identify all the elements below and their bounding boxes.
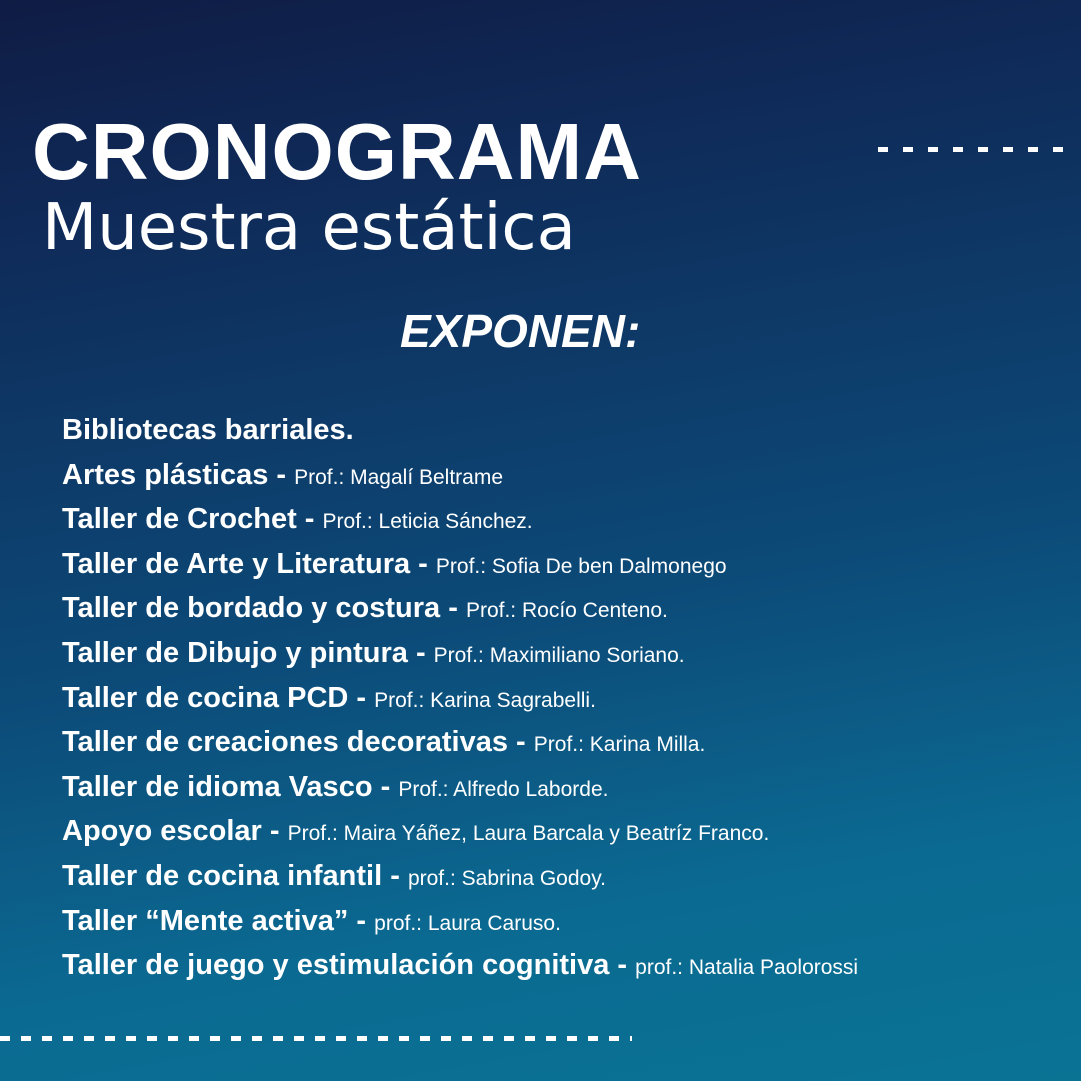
separator: -	[296, 503, 323, 536]
separator: -	[507, 726, 534, 759]
list-item	[62, 586, 858, 631]
professor-name: prof.: Sabrina Godoy.	[407, 866, 606, 890]
list-item	[62, 631, 858, 676]
exhibitor-list	[62, 408, 858, 988]
professor-name: prof.: Natalia Paolorossi	[635, 956, 859, 980]
workshop-name: Taller de Crochet	[62, 503, 297, 536]
list-item	[62, 542, 858, 587]
dashed-divider-bottom	[0, 1036, 632, 1041]
page-title: CRONOGRAMA	[32, 107, 642, 196]
list-item	[62, 943, 858, 988]
professor-name: Prof.: Leticia Sánchez.	[322, 510, 533, 534]
separator: -	[609, 949, 636, 982]
workshop-name: Bibliotecas barriales.	[62, 414, 354, 446]
professor-name: Prof.: Maximiliano Soriano.	[433, 643, 685, 667]
workshop-name: Taller de juego y estimulación cognitiva	[62, 949, 610, 982]
separator: -	[348, 681, 375, 714]
list-item	[62, 497, 858, 542]
workshop-name: Taller de idioma Vasco	[62, 770, 373, 803]
professor-name: Prof.: Magalí Beltrame	[294, 465, 504, 489]
list-item	[62, 720, 858, 765]
separator: -	[348, 904, 375, 937]
list-item	[62, 408, 858, 453]
workshop-name: Taller de creaciones decorativas	[62, 726, 508, 759]
list-item	[62, 854, 858, 899]
separator: -	[410, 547, 436, 580]
separator: -	[268, 458, 295, 491]
workshop-name: Taller de Arte y Literatura	[62, 547, 411, 580]
separator: -	[372, 770, 399, 803]
separator: -	[261, 815, 288, 848]
workshop-name: Artes plásticas	[62, 458, 269, 491]
separator: -	[382, 859, 408, 892]
list-item	[62, 765, 858, 810]
list-item	[62, 676, 858, 721]
professor-name: Prof.: Sofia De ben Dalmonego	[435, 554, 727, 578]
workshop-name: Taller “Mente activa”	[62, 904, 349, 937]
list-item	[62, 809, 858, 854]
dashed-divider-top	[878, 147, 1078, 152]
section-heading: EXPONEN:	[400, 305, 641, 357]
page-subtitle: Muestra estática	[42, 191, 576, 265]
workshop-name: Taller de Dibujo y pintura	[62, 636, 408, 669]
list-item	[62, 899, 858, 944]
list-item	[62, 453, 858, 498]
professor-name: prof.: Laura Caruso.	[374, 911, 561, 935]
workshop-name: Taller de bordado y costura	[62, 592, 441, 625]
workshop-name: Apoyo escolar	[62, 815, 262, 848]
professor-name: Prof.: Maira Yáñez, Laura Barcala y Beatríz Franco.	[287, 822, 770, 846]
professor-name: Prof.: Karina Milla.	[533, 733, 706, 757]
workshop-name: Taller de cocina PCD	[62, 681, 349, 714]
workshop-name: Taller de cocina infantil	[62, 859, 383, 892]
professor-name: Prof.: Alfredo Laborde.	[398, 777, 609, 801]
separator: -	[440, 592, 466, 625]
professor-name: Prof.: Rocío Centeno.	[465, 599, 668, 623]
professor-name: Prof.: Karina Sagrabelli.	[374, 688, 596, 712]
separator: -	[407, 636, 434, 669]
